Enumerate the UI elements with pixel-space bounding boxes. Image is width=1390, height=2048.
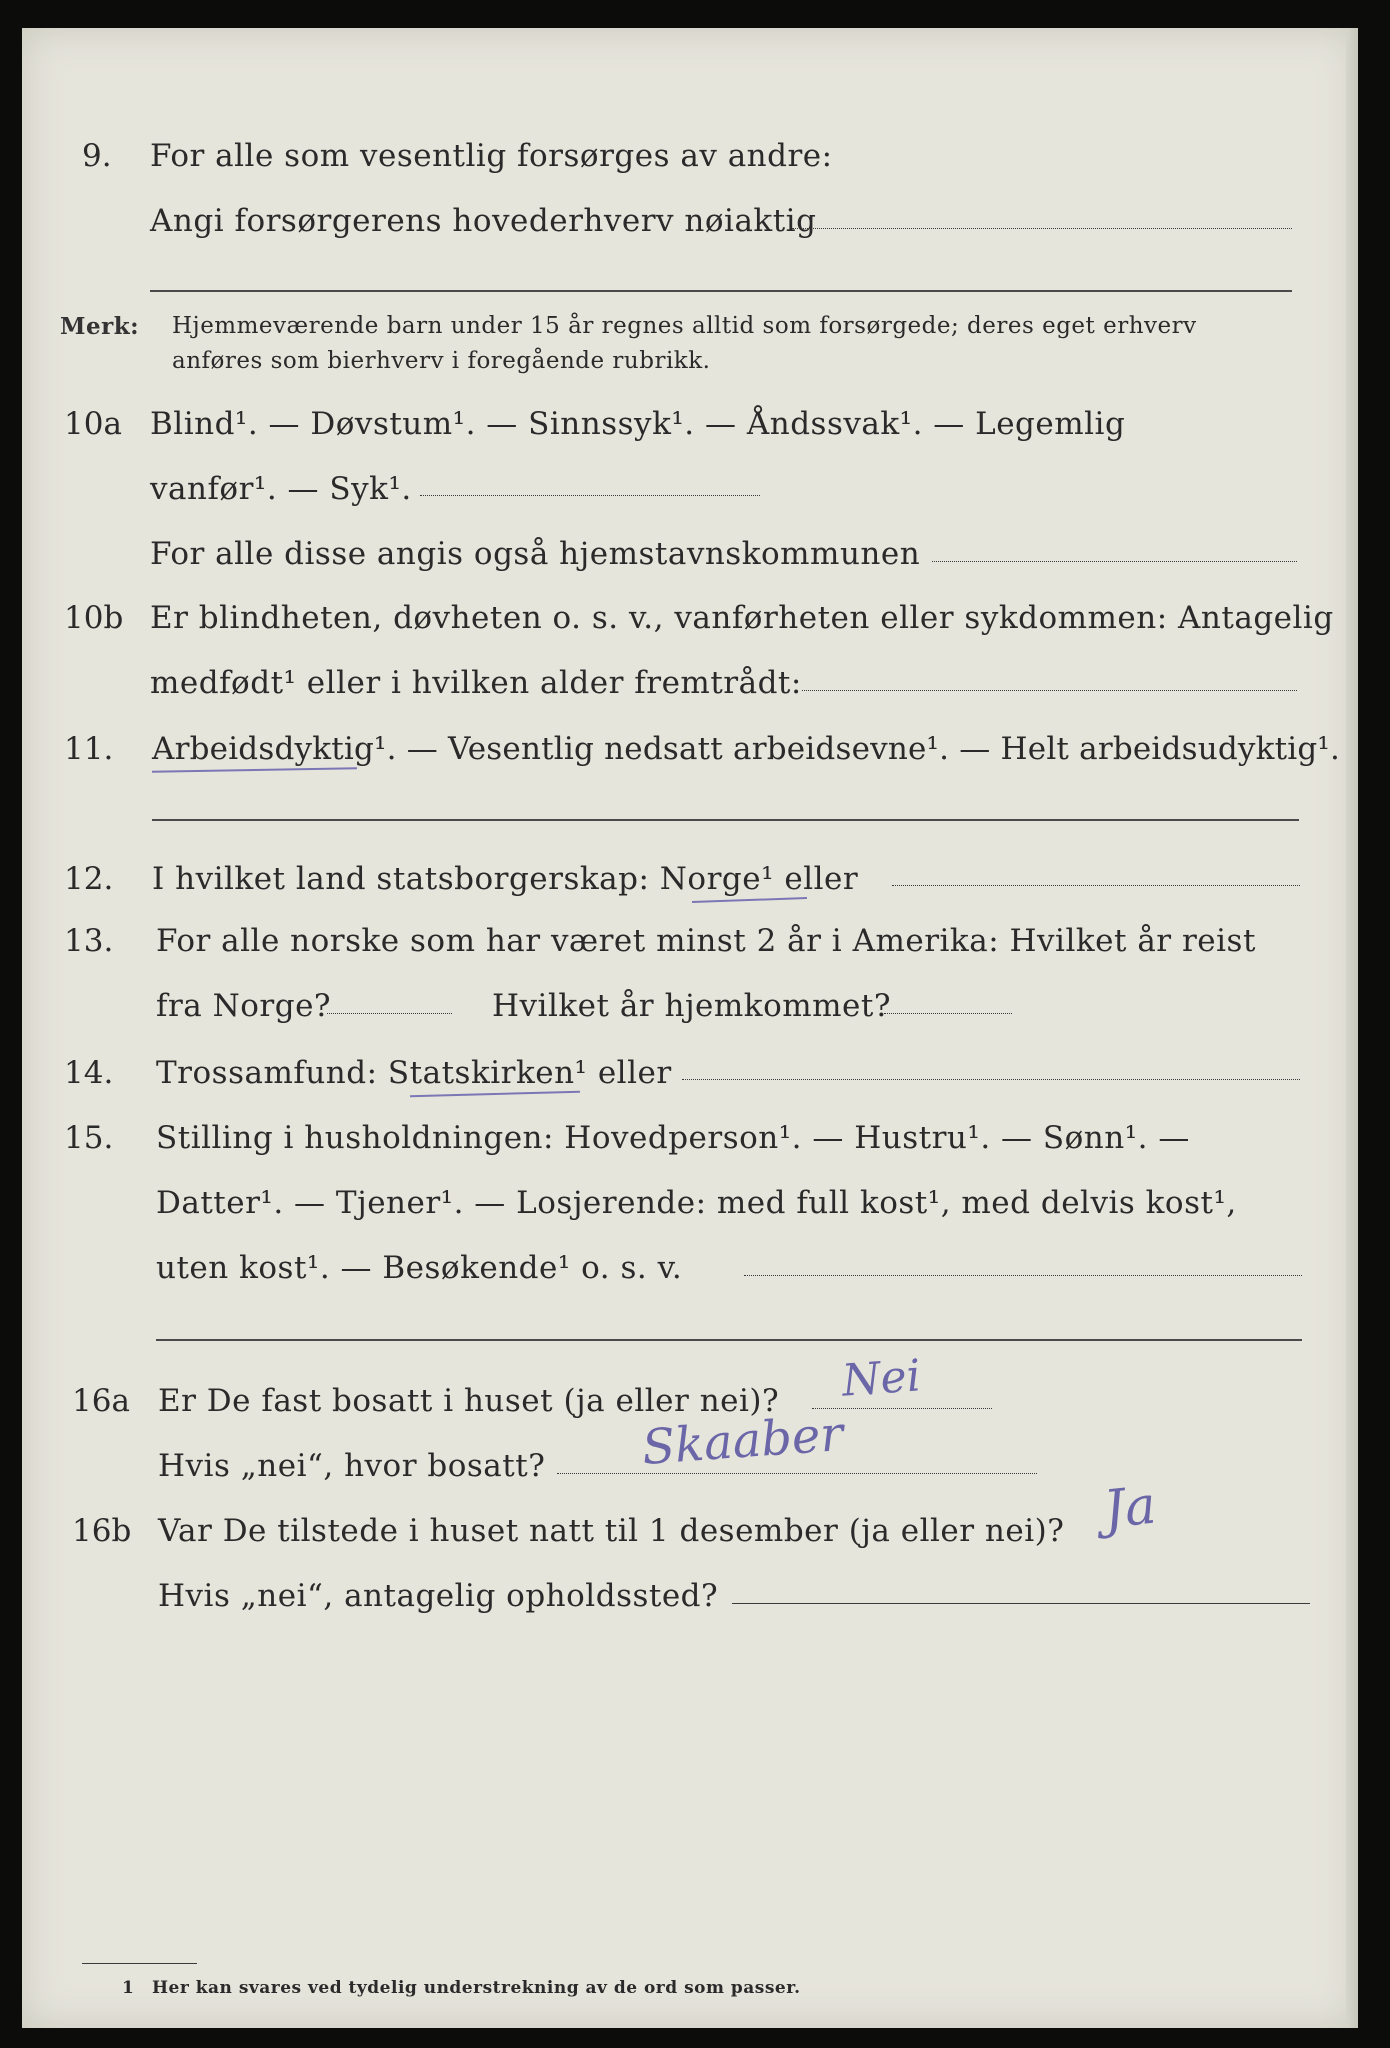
- q11-answer-line[interactable]: [152, 819, 1299, 821]
- q12-number: 12.: [64, 861, 114, 897]
- q16b-line2: Hvis „nei“, antagelig opholdssted?: [158, 1578, 719, 1614]
- q16a-line2: Hvis „nei“, hvor bosatt?: [158, 1448, 546, 1484]
- q10a-kommune-line[interactable]: [932, 561, 1297, 562]
- q15-line2: Datter¹. — Tjener¹. — Losjerende: med full kost¹, med delvis kost¹,: [156, 1185, 1237, 1221]
- q15-line1: Stilling i husholdningen: Hovedperson¹. — Hustru¹. — Sønn¹. —: [156, 1120, 1190, 1156]
- q16b-answer-line[interactable]: [732, 1603, 1310, 1604]
- q13-line1: For alle norske som har været minst 2 år i Amerika: Hvilket år reist: [156, 923, 1256, 959]
- q14-answer-line[interactable]: [682, 1079, 1300, 1080]
- q10b-answer-line[interactable]: [802, 690, 1297, 691]
- merk-label: Merk:: [60, 313, 140, 340]
- q16b-line1: Var De tilstede i huset natt til 1 desember (ja eller nei)?: [158, 1513, 1065, 1549]
- page-edge: [1346, 28, 1358, 2028]
- footnote-text: Her kan svares ved tydelig understrekning av de ord som passer.: [152, 1978, 801, 1998]
- q9-answer-line-2[interactable]: [150, 290, 1292, 292]
- q11-number: 11.: [64, 731, 114, 767]
- form-page: [22, 28, 1358, 2028]
- merk-line1: Hjemmeværende barn under 15 år regnes alltid som forsørgede; deres eget erhverv: [172, 313, 1197, 339]
- q16a-number: 16a: [72, 1383, 130, 1419]
- q10b-line2: medfødt¹ eller i hvilken alder fremtrådt:: [150, 665, 802, 701]
- q16a-handwritten-bosatt: Skaaber: [640, 1406, 845, 1476]
- q10a-line1: Blind¹. — Døvstum¹. — Sinnssyk¹. — Åndssvak¹. — Legemlig: [150, 406, 1126, 442]
- q13-reist-line[interactable]: [327, 1013, 452, 1014]
- q9-number: 9.: [82, 138, 112, 174]
- q12-text: I hvilket land statsborgerskap: Norge¹ eller: [152, 861, 859, 897]
- q16a-line1: Er De fast bosatt i huset (ja eller nei)?: [158, 1383, 780, 1419]
- merk-line2: anføres som bierhverv i foregående rubrikk.: [172, 348, 711, 374]
- q16b-number: 16b: [72, 1513, 132, 1549]
- q10b-number: 10b: [64, 600, 124, 636]
- q15-number: 15.: [64, 1120, 114, 1156]
- q15-line3: uten kost¹. — Besøkende¹ o. s. v.: [156, 1250, 683, 1286]
- q9-answer-line[interactable]: [792, 228, 1292, 229]
- q10a-number: 10a: [64, 406, 122, 442]
- q9-line2: Angi forsørgerens hovederhverv nøiaktig: [150, 203, 817, 239]
- q9-line1: For alle som vesentlig forsørges av andre:: [150, 138, 833, 174]
- q16b-handwritten-answer: Ja: [1101, 1475, 1159, 1541]
- q10a-line3: For alle disse angis også hjemstavnskommunen: [150, 536, 921, 572]
- q11-text: Arbeidsdyktig¹. — Vesentlig nedsatt arbeidsevne¹. — Helt arbeidsudyktig¹.: [152, 731, 1341, 767]
- q11-handwritten-underline: [152, 767, 357, 773]
- q16a-handwritten-answer: Nei: [840, 1350, 923, 1407]
- q10a-line2: vanfør¹. — Syk¹.: [150, 471, 412, 507]
- q14-text: Trossamfund: Statskirken¹ eller: [156, 1055, 672, 1091]
- q13-number: 13.: [64, 923, 114, 959]
- q15-answer-line-2[interactable]: [156, 1339, 1302, 1341]
- q10a-answer-line[interactable]: [420, 495, 760, 496]
- q13-line2a: fra Norge?: [156, 988, 332, 1024]
- q10b-line1: Er blindheten, døvheten o. s. v., vanførheten eller sykdommen: Antagelig: [150, 600, 1334, 636]
- footnote-rule: [82, 1963, 197, 1964]
- q14-handwritten-underline: [410, 1091, 580, 1097]
- q13-line2b: Hvilket år hjemkommet?: [492, 988, 891, 1024]
- q14-number: 14.: [64, 1055, 114, 1091]
- footnote-marker: 1: [122, 1978, 135, 1998]
- q16a-bosatt-line[interactable]: [557, 1473, 1037, 1474]
- q12-answer-line[interactable]: [892, 885, 1300, 886]
- q12-handwritten-underline: [692, 897, 807, 903]
- q15-answer-line[interactable]: [744, 1275, 1302, 1276]
- q13-hjemkommet-line[interactable]: [884, 1013, 1012, 1014]
